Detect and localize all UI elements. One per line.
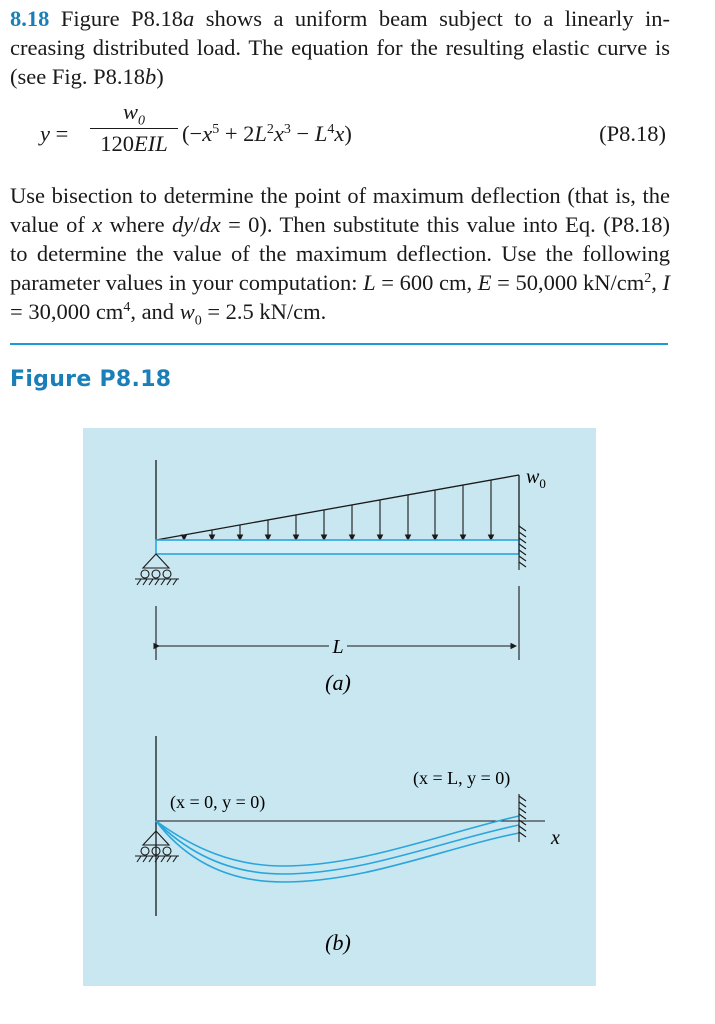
problem-body: Use bisection to determine the point of maximum deflection (that is, the value of x where dy/dx = 0). Then substitute this value into Eq. (P8.18) to determine the value of the maximum deflection. Use the following parameter values in your computation: L = 600 cm, E = 50,000 $kN/cm^2$, I = 30,000 $cm^4$, and $w_0 = 2.5$ kN/cm.: [10, 183, 671, 329]
caption-b: (b): [325, 930, 351, 955]
load-distribution-slope: [156, 475, 519, 540]
equation-fraction: [90, 99, 178, 157]
left-boundary-condition: (x = 0, y = 0): [170, 792, 266, 812]
elastic-curve-equation: [10, 99, 670, 175]
load-arrows: [184, 480, 491, 540]
beam: [156, 540, 519, 554]
part-b-diagram: [135, 736, 560, 955]
fixed-wall-b: [519, 794, 526, 842]
length-label: L: [332, 636, 344, 658]
right-boundary-condition: (x = L, y = 0): [413, 768, 511, 788]
deflected-beam: [156, 816, 519, 882]
equation-numerator: $w_0$: [122, 99, 145, 129]
load-label: $w_0$: [526, 466, 546, 491]
problem-intro: 8.18 Figure P8.18a shows a uniform beam subject to a linearly in-creasing distributed load. The equation for the resulting elastic curve is (see Fig. P8.18b): [10, 6, 670, 89]
fraction-bar: [90, 128, 178, 129]
equation-body: $(-x^5 + 2L^2x^3 - L^4x)$: [182, 121, 352, 146]
equation-lhs: y =: [40, 121, 69, 146]
fixed-wall: [519, 524, 526, 570]
section-divider: [10, 343, 668, 345]
beam-diagram: [83, 428, 596, 986]
x-axis-label: x: [551, 827, 560, 849]
figure-panel: [83, 428, 596, 986]
roller-support: [135, 554, 179, 585]
equation-tag: (P8.18): [599, 121, 666, 146]
equation-denominator: 120EIL: [100, 131, 168, 156]
caption-a: (a): [325, 670, 351, 695]
figure-title: Figure P8.18: [10, 367, 172, 392]
problem-statement: [10, 4, 671, 329]
part-a-diagram: [135, 460, 546, 695]
